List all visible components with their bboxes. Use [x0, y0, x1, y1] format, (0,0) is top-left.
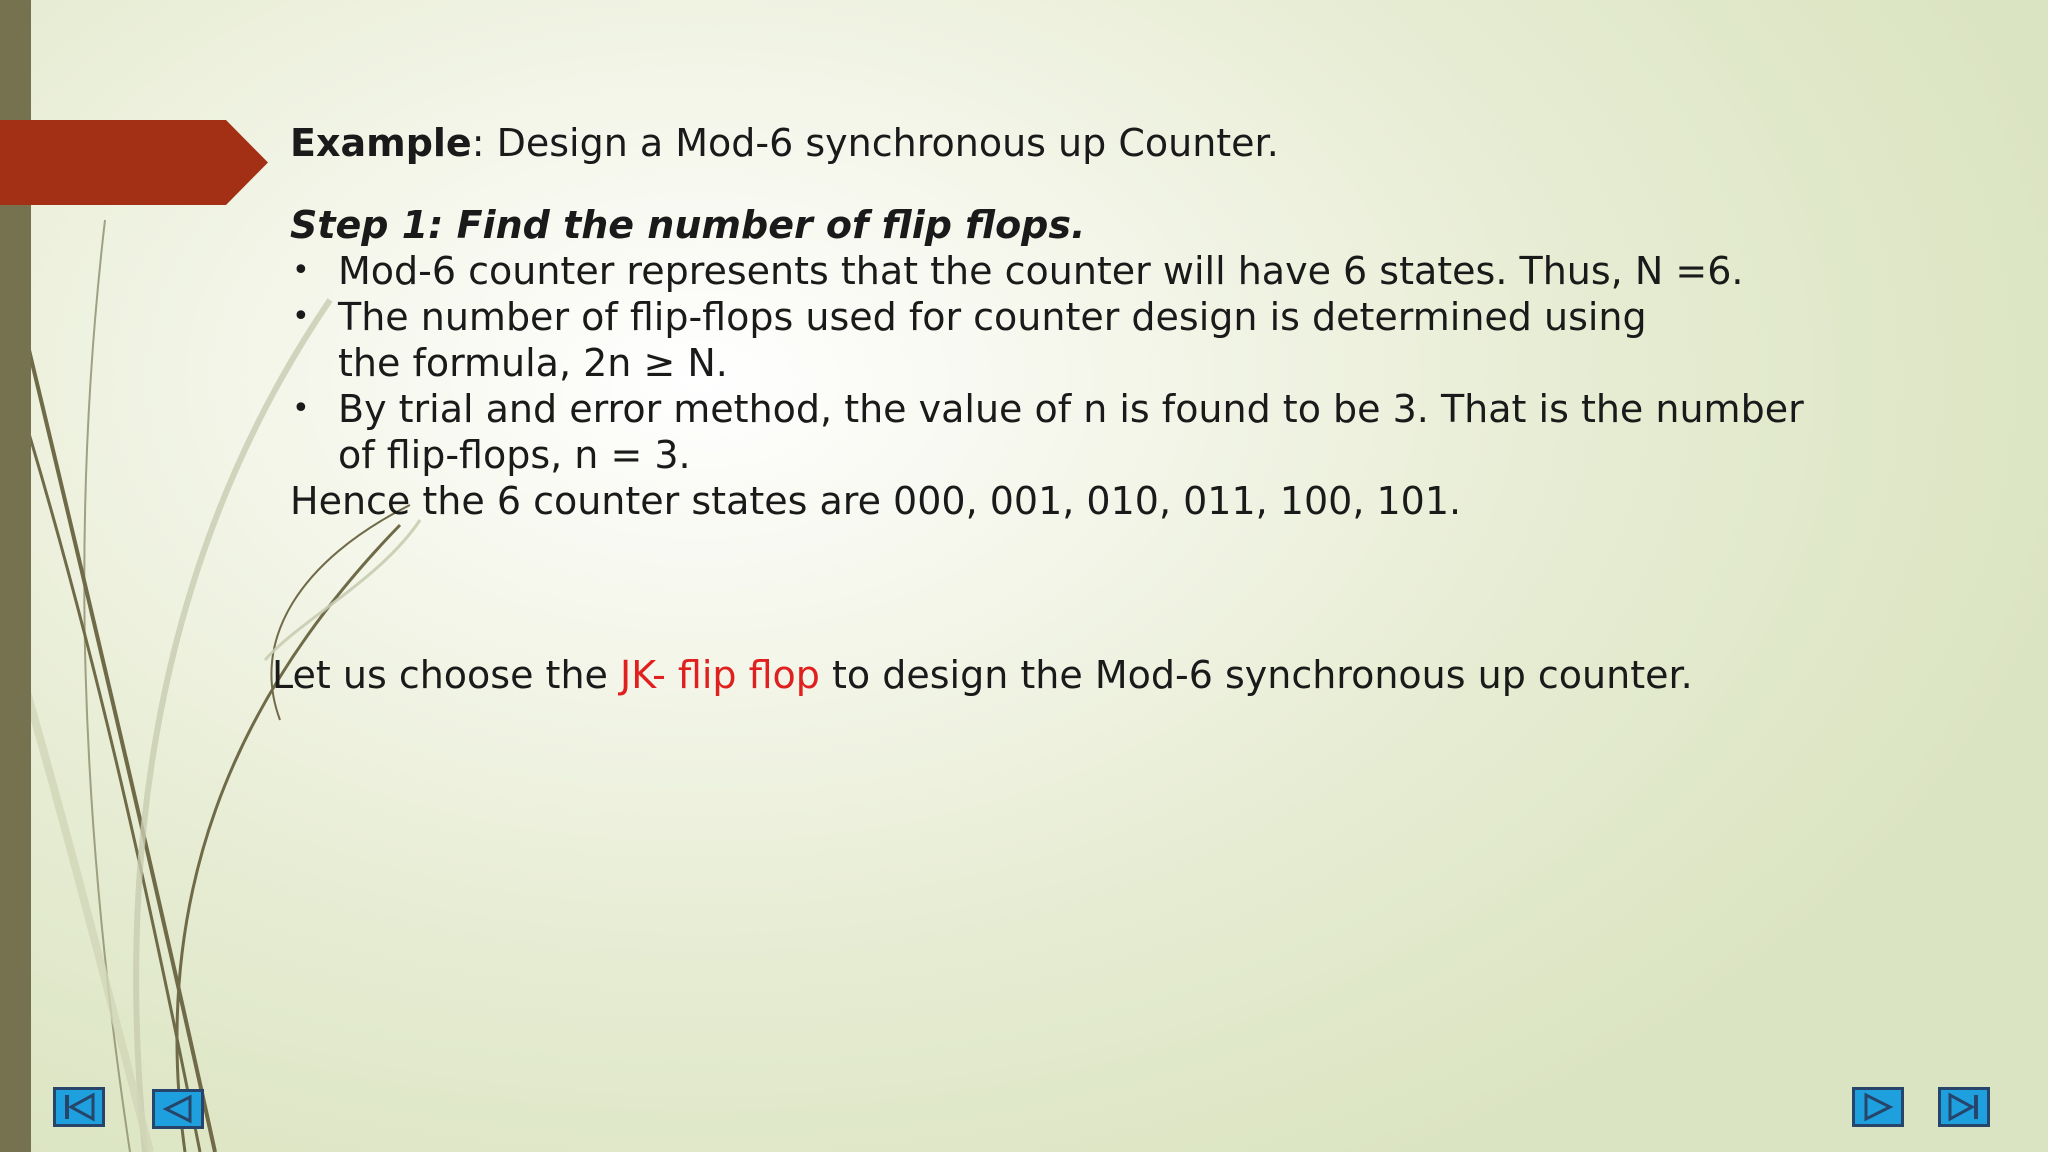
title-arrow-shape — [0, 120, 268, 205]
list-item — [290, 386, 1910, 478]
next-slide-icon[interactable] — [1852, 1087, 1904, 1127]
bullet-text: By trial and error method, the value of n is found to be 3. That is the number of flip-flops, n = 3. — [338, 387, 1804, 477]
bullet-text: The number of flip-flops used for counter design is determined using the formula, 2n ≥ N. — [338, 295, 1647, 385]
bullet-marker: • — [292, 299, 310, 334]
first-slide-icon[interactable] — [53, 1087, 105, 1127]
example-text: : Design a Mod-6 synchronous up Counter. — [471, 121, 1279, 165]
choose-text-after: to design the Mod-6 synchronous up counter. — [819, 653, 1693, 697]
step-heading: Step 1: Find the number of flip flops. — [290, 203, 1086, 247]
choose-text-before: Let us choose the — [272, 653, 620, 697]
list-item — [290, 248, 1910, 294]
counter-states-text: Hence the 6 counter states are 000, 001, 010, 011, 100, 101. — [290, 479, 1462, 523]
list-item — [290, 294, 1910, 386]
flip-flop-choice-text — [272, 652, 1693, 698]
example-label: Example — [290, 121, 472, 165]
bullet-marker: • — [292, 391, 310, 426]
previous-slide-icon[interactable] — [152, 1089, 204, 1129]
jk-flip-flop-highlight: JK- flip flop — [620, 653, 820, 697]
bullet-text: Mod-6 counter represents that the counter will have 6 states. Thus, N =6. — [338, 249, 1744, 293]
bullet-marker: • — [292, 253, 310, 288]
slide-content — [290, 120, 1910, 524]
last-slide-icon[interactable] — [1938, 1087, 1990, 1127]
example-heading — [290, 120, 1910, 176]
bullet-list — [290, 248, 1910, 478]
